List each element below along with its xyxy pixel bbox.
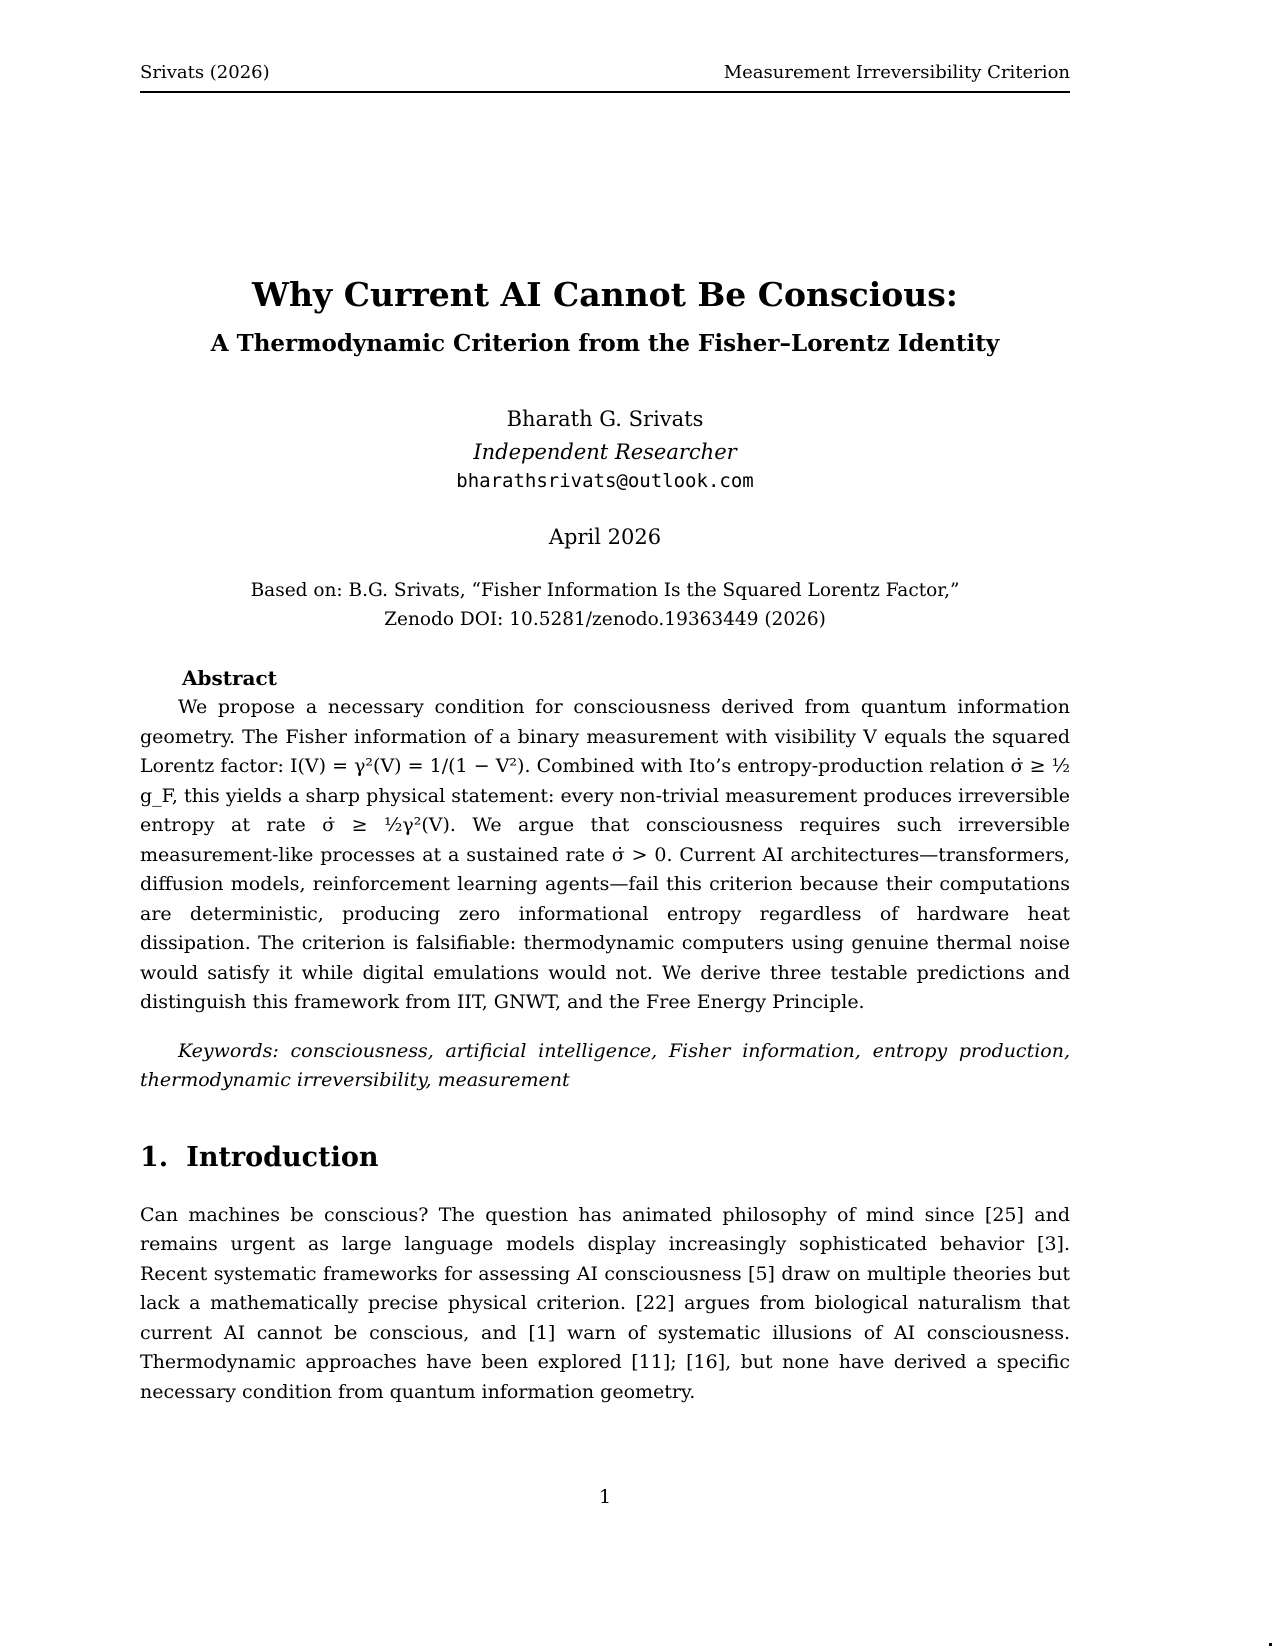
abstract-heading: Abstract <box>182 666 277 691</box>
paper-subtitle: A Thermodynamic Criterion from the Fisher–Lorentz Identity <box>210 330 1000 358</box>
page-number: 1 <box>598 1486 612 1508</box>
based-on-line1: Based on: B.G. Srivats, “Fisher Information Is the Squared Lorentz Factor,” <box>250 579 960 601</box>
abstract-keywords: Keywords: consciousness, artificial intelligence, Fisher information, entropy production, thermodynamic irreversibility, measurement <box>140 1039 1070 1092</box>
section-body-introduction: Can machines be conscious? The question has animated philosophy of mind since [25] and remains urgent as large language models display increasingly sophisticated behavior [3]. Recent systematic frameworks for assessing AI consciousness [5] draw on multiple theories but lack a mathematically precise physical criterion. [22] argues from biological naturalism that current AI cannot be conscious, and [1] warn of systematic illusions of AI consciousness. Thermodynamic approaches have been explored [11]; [16], but none have derived a specific necessary condition from quantum information geometry. <box>140 1203 1070 1403</box>
section-title: Introduction <box>186 1141 379 1173</box>
running-header-right: Measurement Irreversibility Criterion <box>723 62 1070 83</box>
section-number: 1. <box>140 1141 169 1173</box>
based-on-line2: Zenodo DOI: 10.5281/zenodo.19363449 (2026) <box>384 609 826 631</box>
running-header <box>140 0 1070 93</box>
based-on-note <box>140 576 1070 634</box>
title-block <box>140 275 1070 635</box>
author-email: bharathsrivats@outlook.com <box>456 469 754 492</box>
paper-title: Why Current AI Cannot Be Conscious: <box>252 274 958 314</box>
section-heading-introduction <box>140 1142 1070 1173</box>
author-affiliation: Independent Researcher <box>473 439 737 464</box>
paper-date: April 2026 <box>548 524 662 549</box>
running-header-left: Srivats (2026) <box>140 62 270 83</box>
corner-dot <box>1269 1643 1272 1646</box>
abstract-body: We propose a necessary condition for consciousness derived from quantum information geometry. The Fisher information of a binary measurement with visibility V equals the squared Lorentz factor: I(V) = γ²(V) = 1/(1 − V²). Combined with Ito’s entropy-production relation σ̇ ≥ ½ g_F, this yields a sharp physical statement: every non-trivial measurement produces irreversible entropy at rate σ̇ ≥ ½γ²(V). We argue that consciousness requires such irreversible measurement-like processes at a sustained rate σ̇ > 0. Current AI architectures—transformers, diffusion models, reinforcement learning agents—fail this criterion because their computations are deterministic, producing zero informational entropy regardless of hardware heat dissipation. The criterion is falsifiable: thermodynamic computers using genuine thermal noise would satisfy it while digital emulations would not. We derive three testable predictions and distinguish this framework from IIT, GNWT, and the Free Energy Principle. <box>140 696 1070 1014</box>
author-name: Bharath G. Srivats <box>506 406 704 431</box>
